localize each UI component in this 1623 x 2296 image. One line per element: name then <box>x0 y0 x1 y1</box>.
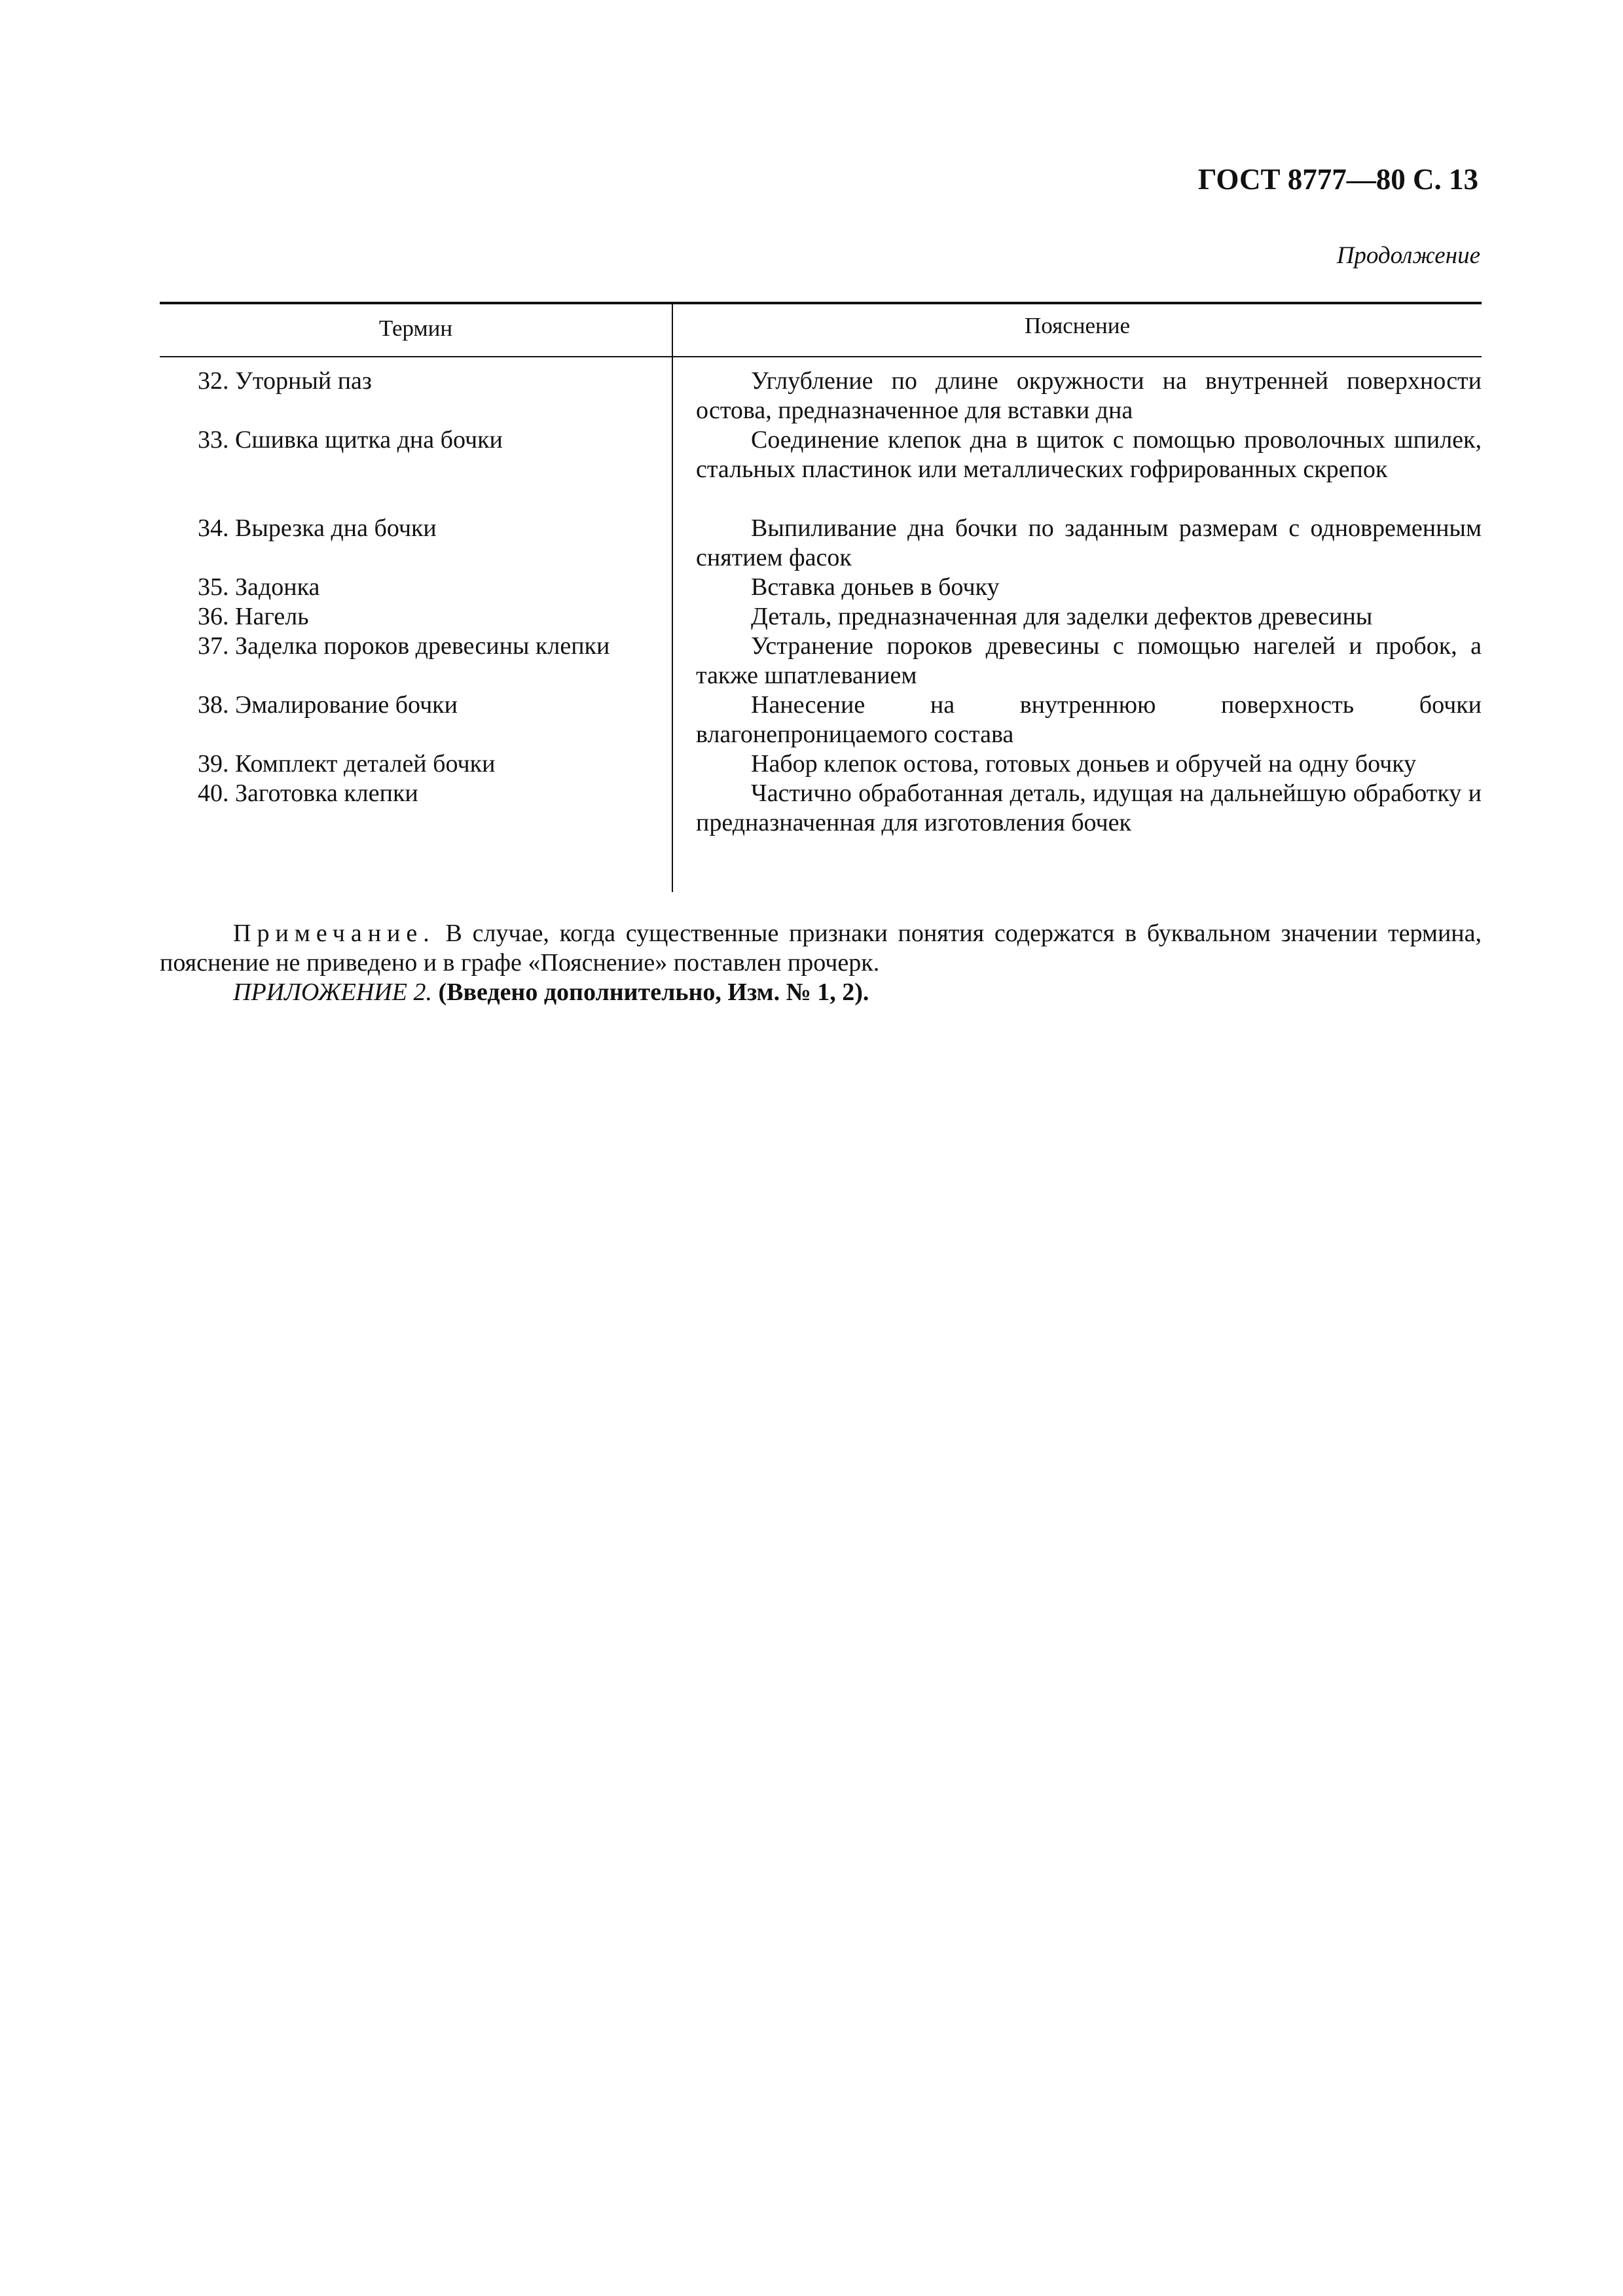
appendix-text: (Введено дополнительно, Изм. № 1, 2). <box>438 978 869 1006</box>
table-row-explanation: Соединение клепок дна в щиток с помощью проволочных шпилек, стальных пластинок или металлических гофрированных скрепок <box>696 426 1482 483</box>
table-row-term: 32. Уторный паз <box>198 367 372 395</box>
column-header-term: Термин <box>378 315 453 341</box>
table-row-term: 37. Заделка пороков древесины клепки <box>198 632 610 660</box>
table-header-rule <box>160 356 1482 357</box>
table-row-term: 35. Задонка <box>198 573 320 601</box>
table-column-divider <box>672 303 673 892</box>
table-row-explanation: Вставка доньев в бочку <box>751 573 1000 601</box>
table-row-explanation: Углубление по длине окружности на внутренней поверхности остова, предназначенное для вставки дна <box>696 367 1482 424</box>
table-row-term: 40. Заготовка клепки <box>198 780 418 807</box>
table-row-term: 33. Сшивка щитка дна бочки <box>198 426 503 454</box>
appendix-label: ПРИЛОЖЕНИЕ 2. <box>233 978 432 1006</box>
table-row-term: 39. Комплект деталей бочки <box>198 750 496 778</box>
table-row-explanation: Нанесение на внутреннюю поверхность бочки влагонепроницаемого состава <box>696 691 1482 748</box>
note-paragraph <box>160 919 1482 978</box>
note-text: В случае, когда существенные признаки понятия содержатся в буквальном значении термина, пояснение не приведено и в графе «Пояснение» поставлен прочерк. <box>160 920 1482 977</box>
appendix-line <box>233 978 869 1007</box>
page-title: ГОСТ 8777—80 С. 13 <box>1197 163 1478 196</box>
table-row-explanation: Набор клепок остова, готовых доньев и обручей на одну бочку <box>751 750 1417 778</box>
table-top-rule <box>160 302 1482 304</box>
column-header-explanation: Пояснение <box>1024 313 1130 338</box>
table-row-term: 34. Вырезка дна бочки <box>198 514 437 542</box>
continuation-label: Продолжение <box>1336 242 1480 269</box>
table-row-explanation: Частично обработанная деталь, идущая на дальнейшую обработку и предназначенная для изготовления бочек <box>696 780 1482 836</box>
note-label: Примечание. <box>233 920 435 947</box>
table-row-explanation: Деталь, предназначенная для заделки дефектов древесины <box>751 603 1373 630</box>
table-row-term: 36. Нагель <box>198 603 309 630</box>
table-row-explanation: Выпиливание дна бочки по заданным размерам с одновременным снятием фасок <box>696 514 1482 571</box>
table-row-explanation: Устранение пороков древесины с помощью нагелей и пробок, а также шпатлеванием <box>696 632 1482 689</box>
table-row-term: 38. Эмалирование бочки <box>198 691 458 719</box>
